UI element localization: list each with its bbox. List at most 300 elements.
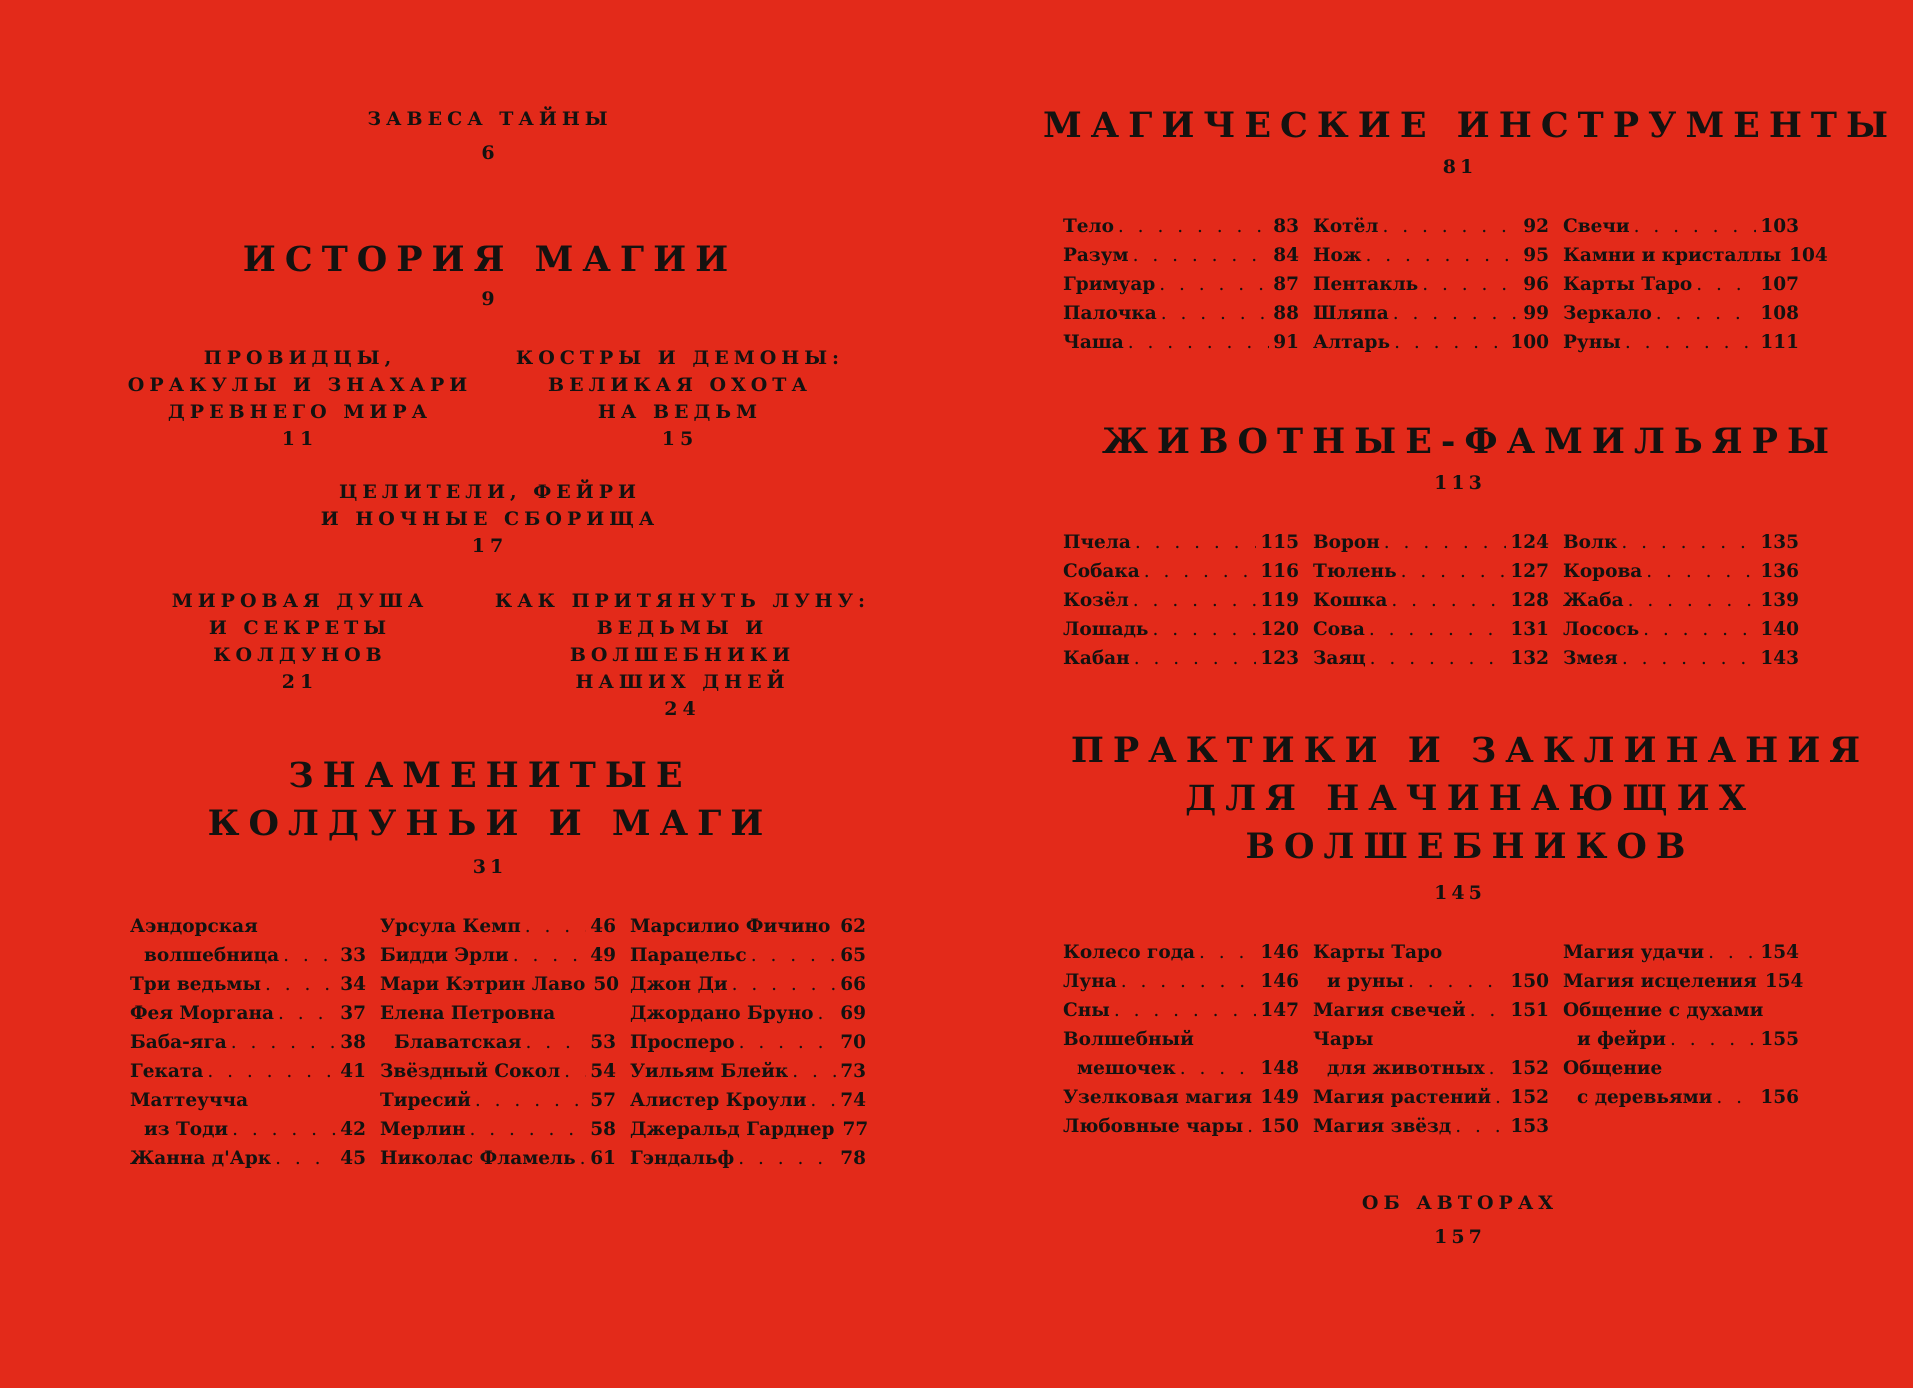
toc-entry-title: Сова — [1313, 619, 1365, 640]
toc-entry-page: 49 — [590, 945, 616, 966]
toc-entry-title: Магия растений — [1313, 1087, 1492, 1108]
subsection-world-soul — [120, 588, 480, 696]
subsection-moon-line2: ВЕДЬМЫ И ВОЛШЕБНИКИ — [569, 617, 796, 666]
toc-entry — [1313, 212, 1549, 241]
toc-leader-dots — [1118, 212, 1269, 241]
toc-leader-dots — [1121, 967, 1257, 996]
toc-entry-page: 65 — [840, 945, 866, 966]
toc-entry-title: волшебница — [144, 945, 280, 966]
toc-entry — [1063, 586, 1299, 615]
subsection-bonfires-line3: НА ВЕДЬМ — [597, 401, 763, 423]
toc-entry — [1063, 967, 1299, 996]
toc-entry — [1063, 212, 1299, 241]
toc-entry — [380, 912, 616, 941]
toc-entry-title: Лосось — [1563, 619, 1640, 640]
toc-entry-page: 135 — [1760, 532, 1799, 553]
toc-entry — [130, 941, 366, 970]
toc-entry-page: 92 — [1523, 216, 1549, 237]
practices-column-1 — [1063, 938, 1299, 1141]
subsection-bonfires-line1: КОСТРЫ И ДЕМОНЫ: — [515, 347, 845, 369]
section-animals-page: 113 — [1434, 472, 1486, 494]
section-famous-page: 31 — [472, 856, 508, 878]
toc-entry-page: 96 — [1523, 274, 1549, 295]
toc-entry — [1563, 967, 1804, 996]
toc-leader-dots — [1133, 241, 1270, 270]
toc-entry-title: Тело — [1063, 216, 1114, 237]
toc-entry — [1313, 299, 1549, 328]
toc-entry-title: Нож — [1313, 245, 1362, 266]
practices-column-2 — [1313, 938, 1549, 1141]
section-practices-line2: ДЛЯ НАЧИНАЮЩИХ — [1185, 778, 1755, 819]
section-history-page: 9 — [481, 288, 499, 310]
toc-entry-title: Шляпа — [1313, 303, 1389, 324]
toc-entry-title: с деревьями — [1577, 1087, 1713, 1108]
right-page — [1000, 0, 1913, 1388]
toc-leader-dots — [513, 941, 586, 970]
toc-entry-title: Чаша — [1063, 332, 1124, 353]
subsection-moon-line3: НАШИХ ДНЕЙ — [575, 671, 790, 693]
toc-entry — [1563, 241, 1828, 270]
toc-entry-title: Мари Кэтрин Лаво — [380, 974, 586, 995]
toc-leader-dots — [1408, 967, 1506, 996]
toc-entry — [1313, 1025, 1549, 1054]
subsection-healers-page: 17 — [471, 535, 509, 557]
toc-entry — [630, 1115, 869, 1144]
toc-entry-page: 149 — [1260, 1087, 1299, 1108]
toc-leader-dots — [1625, 328, 1757, 357]
section-authors-title: ОБ АВТОРАХ — [1361, 1192, 1559, 1214]
toc-entry-title: Собака — [1063, 561, 1140, 582]
toc-leader-dots — [1384, 528, 1507, 557]
toc-entry-title: Магия исцеления — [1563, 971, 1757, 992]
tools-column-2 — [1313, 212, 1549, 357]
toc-leader-dots — [1369, 615, 1506, 644]
toc-entry-title: Жаба — [1563, 590, 1624, 611]
toc-entry-title: Просперо — [630, 1032, 735, 1053]
toc-entry — [1063, 528, 1299, 557]
toc-entry-page: 54 — [590, 1061, 616, 1082]
toc-leader-dots — [1422, 270, 1519, 299]
toc-entry-page: 119 — [1260, 590, 1299, 611]
toc-entry-page: 58 — [590, 1119, 616, 1140]
toc-entry-title: Общение — [1563, 1058, 1663, 1079]
animals-column-2 — [1313, 528, 1549, 673]
toc-entry — [1063, 644, 1299, 673]
toc-entry — [130, 1028, 366, 1057]
toc-entry — [1313, 615, 1549, 644]
toc-leader-dots — [231, 1028, 336, 1057]
toc-leader-dots — [232, 1115, 336, 1144]
toc-entry-page: 146 — [1260, 942, 1299, 963]
tools-column-1 — [1063, 212, 1299, 357]
toc-entry-page: 77 — [842, 1119, 869, 1140]
toc-entry-title: Магия звёзд — [1313, 1116, 1452, 1137]
section-famous-title — [150, 752, 830, 848]
toc-entry-page: 124 — [1510, 532, 1549, 553]
toc-entry-page: 151 — [1510, 1000, 1549, 1021]
toc-leader-dots — [1159, 270, 1269, 299]
toc-entry-title: для животных — [1327, 1058, 1485, 1079]
toc-entry — [130, 1115, 366, 1144]
toc-entry-page: 95 — [1523, 245, 1549, 266]
practices-column-3 — [1563, 938, 1804, 1112]
toc-entry-page: 69 — [840, 1003, 866, 1024]
toc-entry — [630, 941, 866, 970]
subsection-healers-line1: ЦЕЛИТЕЛИ, ФЕЙРИ — [339, 481, 641, 503]
toc-leader-dots — [1247, 1112, 1256, 1141]
animals-column-3 — [1563, 528, 1799, 673]
toc-entry-title: Бидди Эрли — [380, 945, 509, 966]
toc-entry-title: Гэндальф — [630, 1148, 735, 1169]
toc-leader-dots — [1628, 586, 1757, 615]
toc-entry-page: 42 — [340, 1119, 366, 1140]
toc-leader-dots — [525, 912, 587, 941]
toc-entry — [1563, 1025, 1799, 1054]
toc-entry-title: мешочек — [1077, 1058, 1176, 1079]
section-famous-line2: КОЛДУНЬИ И МАГИ — [207, 803, 773, 844]
toc-entry — [630, 1144, 866, 1173]
toc-entry-title: Уильям Блейк — [630, 1061, 789, 1082]
subsection-moon-page: 24 — [664, 698, 701, 720]
toc-entry-page: 45 — [340, 1148, 366, 1169]
toc-entry — [1313, 1083, 1549, 1112]
toc-entry-page: 131 — [1510, 619, 1549, 640]
subsection-moon-line1: КАК ПРИТЯНУТЬ ЛУНУ: — [494, 590, 871, 612]
toc-leader-dots — [564, 1057, 586, 1086]
toc-entry — [1563, 212, 1799, 241]
toc-leader-dots — [475, 1086, 586, 1115]
toc-entry-title: Палочка — [1063, 303, 1157, 324]
toc-entry — [1063, 996, 1299, 1025]
toc-entry-title: Магия удачи — [1563, 942, 1705, 963]
toc-entry-title: Корова — [1563, 561, 1643, 582]
toc-leader-dots — [1128, 328, 1270, 357]
toc-entry — [630, 970, 866, 999]
toc-entry-title: Карты Таро — [1313, 942, 1443, 963]
toc-entry-page: 83 — [1273, 216, 1299, 237]
section-practices-title — [1040, 727, 1900, 871]
toc-entry — [1063, 1083, 1299, 1112]
toc-leader-dots — [580, 1144, 587, 1173]
toc-leader-dots — [1134, 644, 1257, 673]
toc-leader-dots — [283, 941, 336, 970]
toc-entry-title: Тиресий — [380, 1090, 471, 1111]
toc-entry-title: Джеральд Гарднер — [630, 1119, 835, 1140]
toc-entry-page: 70 — [840, 1032, 866, 1053]
toc-entry-title: Волшебный — [1063, 1029, 1194, 1050]
subsection-healers-line2: И НОЧНЫЕ СБОРИЩА — [320, 508, 660, 530]
toc-entry-title: Кабан — [1063, 648, 1130, 669]
toc-entry — [130, 970, 366, 999]
toc-entry-title: Николас Фламель — [380, 1148, 576, 1169]
toc-entry — [1563, 996, 1799, 1025]
toc-entry — [1563, 270, 1799, 299]
animals-column-1 — [1063, 528, 1299, 673]
famous-column-2 — [380, 912, 620, 1173]
toc-entry-title: Джон Ди — [630, 974, 728, 995]
subsection-seers — [100, 345, 500, 453]
toc-leader-dots — [1643, 615, 1756, 644]
toc-entry — [1063, 1112, 1299, 1141]
famous-column-1 — [130, 912, 366, 1173]
toc-entry-page: 123 — [1260, 648, 1299, 669]
subsection-healers — [260, 479, 720, 560]
toc-entry-page: 38 — [340, 1032, 366, 1053]
toc-entry — [1313, 644, 1549, 673]
toc-leader-dots — [792, 1057, 836, 1086]
toc-entry-page: 153 — [1510, 1116, 1549, 1137]
toc-entry-title: Алтарь — [1313, 332, 1391, 353]
subsection-bonfires-line2: ВЕЛИКАЯ ОХОТА — [548, 374, 812, 396]
toc-entry-page: 154 — [1764, 971, 1804, 992]
toc-entry — [1563, 644, 1799, 673]
toc-entry-page: 140 — [1760, 619, 1799, 640]
toc-entry-title: Гримуар — [1063, 274, 1156, 295]
toc-entry — [1563, 1083, 1799, 1112]
toc-entry — [1563, 299, 1799, 328]
toc-entry-page: 143 — [1760, 648, 1799, 669]
toc-entry-page: 104 — [1789, 245, 1828, 266]
toc-entry — [1313, 1112, 1549, 1141]
toc-entry — [130, 999, 366, 1028]
section-famous-line1: ЗНАМЕНИТЫЕ — [288, 755, 692, 796]
toc-leader-dots — [1199, 938, 1256, 967]
toc-entry-page: 61 — [590, 1148, 616, 1169]
toc-entry-page: 74 — [840, 1090, 866, 1111]
toc-entry-page: 33 — [340, 945, 366, 966]
toc-leader-dots — [818, 999, 837, 1028]
toc-entry — [380, 941, 616, 970]
toc-entry — [1563, 615, 1799, 644]
toc-entry-title: Кошка — [1313, 590, 1388, 611]
toc-entry-title: Козёл — [1063, 590, 1129, 611]
subsection-bonfires-page: 15 — [661, 428, 699, 450]
toc-leader-dots — [265, 970, 336, 999]
toc-leader-dots — [1646, 557, 1756, 586]
section-tools-page: 81 — [1442, 156, 1478, 178]
toc-entry — [1063, 938, 1299, 967]
toc-entry-title: Лошадь — [1063, 619, 1149, 640]
toc-entry — [1563, 938, 1799, 967]
toc-entry — [630, 1028, 866, 1057]
subsection-world-soul-page: 21 — [281, 671, 319, 693]
toc-entry-title: Змея — [1563, 648, 1618, 669]
toc-entry-title: Джордано Бруно — [630, 1003, 814, 1024]
section-authors-page: 157 — [1434, 1226, 1486, 1248]
toc-entry-page: 152 — [1510, 1058, 1549, 1079]
toc-entry-title: и руны — [1327, 971, 1405, 992]
toc-leader-dots — [1135, 528, 1257, 557]
toc-leader-dots — [1393, 299, 1520, 328]
toc-entry-page: 50 — [593, 974, 620, 995]
toc-entry — [630, 912, 866, 941]
toc-entry — [1063, 557, 1299, 586]
toc-entry — [1063, 299, 1299, 328]
subsection-seers-line3: ДРЕВНЕГО МИРА — [167, 401, 433, 423]
toc-entry-title: Чары — [1313, 1029, 1374, 1050]
toc-entry-page: 62 — [840, 916, 866, 937]
tools-column-3 — [1563, 212, 1828, 357]
toc-entry-page: 103 — [1760, 216, 1799, 237]
section-intro-page: 6 — [481, 142, 499, 164]
toc-entry — [380, 1057, 616, 1086]
toc-entry-page: 132 — [1510, 648, 1549, 669]
toc-entry-title: Узелковая магия — [1063, 1087, 1253, 1108]
toc-entry — [1313, 1054, 1549, 1083]
subsection-moon — [480, 588, 885, 723]
subsection-world-soul-line3: КОЛДУНОВ — [213, 644, 387, 666]
subsection-world-soul-line1: МИРОВАЯ ДУША — [171, 590, 429, 612]
toc-entry-page: 150 — [1510, 971, 1549, 992]
toc-entry-title: Геката — [130, 1061, 204, 1082]
toc-entry — [1063, 328, 1299, 357]
section-tools-title: МАГИЧЕСКИЕ ИНСТРУМЕНТЫ — [1042, 105, 1898, 146]
toc-entry-page: 37 — [340, 1003, 366, 1024]
toc-entry-title: Свечи — [1563, 216, 1630, 237]
toc-entry-title: Камни и кристаллы — [1563, 245, 1782, 266]
toc-entry-title: Марсилио Фичино — [630, 916, 831, 937]
toc-entry-title: Ворон — [1313, 532, 1380, 553]
toc-entry — [1313, 586, 1549, 615]
toc-entry-page: 128 — [1510, 590, 1549, 611]
toc-entry-page: 34 — [340, 974, 366, 995]
toc-entry-page: 147 — [1260, 1000, 1299, 1021]
toc-entry-title: Магия свечей — [1313, 1000, 1466, 1021]
toc-entry — [380, 970, 620, 999]
toc-leader-dots — [1366, 241, 1520, 270]
toc-leader-dots — [732, 970, 837, 999]
famous-column-3 — [630, 912, 869, 1173]
toc-entry-title: Волк — [1563, 532, 1618, 553]
toc-entry — [130, 912, 366, 941]
toc-entry — [380, 1086, 616, 1115]
toc-entry-title: Общение с духами — [1563, 1000, 1764, 1021]
toc-entry — [630, 999, 866, 1028]
toc-entry — [130, 1086, 366, 1115]
section-practices-line3: ВОЛШЕБНИКОВ — [1245, 826, 1695, 867]
toc-entry-page: 115 — [1260, 532, 1299, 553]
toc-leader-dots — [1382, 212, 1519, 241]
toc-leader-dots — [1161, 299, 1270, 328]
toc-entry — [1313, 996, 1549, 1025]
toc-entry-page: 154 — [1760, 942, 1799, 963]
toc-entry-title: Маттеучча — [130, 1090, 249, 1111]
toc-leader-dots — [1489, 1054, 1507, 1083]
toc-leader-dots — [1708, 938, 1756, 967]
toc-entry-page: 66 — [840, 974, 866, 995]
subsection-world-soul-line2: И СЕКРЕТЫ — [208, 617, 392, 639]
toc-leader-dots — [1401, 557, 1507, 586]
toc-entry-page: 156 — [1760, 1087, 1799, 1108]
toc-leader-dots — [1621, 528, 1756, 557]
section-history-title: ИСТОРИЯ МАГИИ — [242, 239, 738, 280]
toc-entry-page: 116 — [1260, 561, 1299, 582]
toc-leader-dots — [751, 941, 837, 970]
toc-entry — [1063, 1025, 1299, 1054]
toc-entry-page: 88 — [1273, 303, 1299, 324]
toc-entry-page: 108 — [1760, 303, 1799, 324]
toc-entry-page: 53 — [590, 1032, 616, 1053]
toc-entry-title: Заяц — [1313, 648, 1366, 669]
section-intro-title: ЗАВЕСА ТАЙНЫ — [367, 108, 613, 130]
toc-entry-page: 99 — [1523, 303, 1549, 324]
toc-entry — [1313, 557, 1549, 586]
toc-leader-dots — [834, 912, 836, 941]
toc-entry-page: 84 — [1273, 245, 1299, 266]
toc-entry-title: Аэндорская — [130, 916, 258, 937]
toc-entry — [1063, 615, 1299, 644]
toc-entry — [1313, 938, 1549, 967]
toc-entry-title: Блаватская — [394, 1032, 522, 1053]
toc-entry-page: 41 — [340, 1061, 366, 1082]
toc-entry-page: 139 — [1760, 590, 1799, 611]
toc-entry — [380, 1028, 616, 1057]
toc-entry-page: 148 — [1260, 1058, 1299, 1079]
toc-entry-page: 155 — [1760, 1029, 1799, 1050]
toc-entry-title: Елена Петровна — [380, 1003, 556, 1024]
toc-entry-title: из Тоди — [144, 1119, 229, 1140]
toc-entry-page: 127 — [1510, 561, 1549, 582]
toc-entry-page: 152 — [1510, 1087, 1549, 1108]
toc-entry — [1063, 241, 1299, 270]
toc-leader-dots — [810, 1086, 836, 1115]
toc-entry — [1563, 586, 1799, 615]
toc-entry-title: Урсула Кемп — [380, 916, 521, 937]
toc-entry — [1563, 557, 1799, 586]
toc-entry-page: 100 — [1510, 332, 1549, 353]
toc-leader-dots — [739, 1028, 837, 1057]
toc-entry-page: 136 — [1760, 561, 1799, 582]
toc-entry — [1313, 967, 1549, 996]
toc-entry — [630, 1057, 866, 1086]
toc-entry-title: Руны — [1563, 332, 1621, 353]
toc-leader-dots — [1144, 557, 1257, 586]
toc-entry — [630, 1086, 866, 1115]
toc-leader-dots — [1114, 996, 1257, 1025]
toc-leader-dots — [1670, 1025, 1756, 1054]
toc-entry-page: 107 — [1760, 274, 1799, 295]
toc-entry — [380, 1115, 616, 1144]
toc-entry-page: 91 — [1273, 332, 1299, 353]
toc-entry — [1563, 1054, 1799, 1083]
toc-entry-title: Жанна д'Арк — [130, 1148, 272, 1169]
toc-entry — [130, 1057, 366, 1086]
toc-entry-title: Пчела — [1063, 532, 1131, 553]
toc-leader-dots — [1152, 615, 1256, 644]
toc-entry-title: Разум — [1063, 245, 1129, 266]
toc-leader-dots — [1656, 299, 1757, 328]
toc-entry-title: Алистер Кроули — [630, 1090, 807, 1111]
toc-entry-title: Пентакль — [1313, 274, 1419, 295]
toc-entry — [1063, 1054, 1299, 1083]
toc-leader-dots — [1180, 1054, 1257, 1083]
toc-entry-page: 150 — [1260, 1116, 1299, 1137]
toc-leader-dots — [1622, 644, 1757, 673]
toc-leader-dots — [1370, 644, 1507, 673]
toc-leader-dots — [525, 1028, 586, 1057]
toc-entry-page: 78 — [840, 1148, 866, 1169]
toc-leader-dots — [738, 1144, 836, 1173]
toc-entry-title: и фейри — [1577, 1029, 1666, 1050]
toc-leader-dots — [470, 1115, 587, 1144]
toc-entry-title: Котёл — [1313, 216, 1379, 237]
subsection-seers-page: 11 — [281, 428, 319, 450]
toc-entry — [380, 1144, 616, 1173]
toc-entry-page: 120 — [1260, 619, 1299, 640]
toc-entry — [1563, 528, 1799, 557]
toc-leader-dots — [1470, 996, 1507, 1025]
toc-leader-dots — [1634, 212, 1757, 241]
